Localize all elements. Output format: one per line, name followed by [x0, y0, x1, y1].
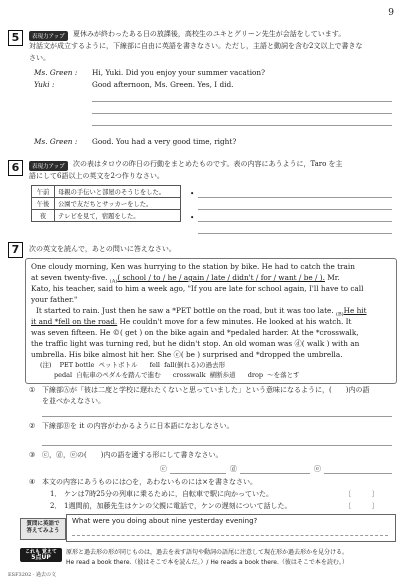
table-cell-time: 夜: [32, 210, 55, 222]
q5-line-2: Good afternoon, Ms. Green. Yes, I did.: [92, 80, 234, 89]
q5-speaker-2: Yuki :: [34, 80, 55, 89]
mark-a: (A): [109, 278, 118, 285]
note-meaning: ～を落とす: [267, 371, 300, 379]
q5-speaker-1: Ms. Green :: [34, 68, 78, 77]
five-points-up-badge: [20, 548, 62, 562]
q5-line-1: Hi, Yuki. Did you enjoy your summer vacation?: [92, 68, 266, 77]
q6-answer-line-3[interactable]: [198, 221, 392, 222]
passage-line-2-scramble: ( school / to / he / again / late / didn't / for / want / be / ).: [117, 273, 325, 282]
tip-line-1: 原形と過去形の形が同じものは，過去を表す語句や動詞の語尾に注意して現在形か過去形かを見分ける。: [66, 549, 349, 556]
q6-schedule-table: [31, 185, 181, 222]
sub-question-3-label-d: ⓓ: [230, 465, 237, 473]
q6-bullet-1: •: [190, 189, 195, 198]
sub-question-4-item-1-text: ケンは7時25分の列車に乗るために，自転車で駅に向かっていた。: [64, 490, 274, 498]
sub-question-4-text: 本文の内容にあうものには○を，あわないものには×を書きなさい。: [42, 478, 257, 486]
table-cell-activity: テレビを見て，宿題をした。: [55, 210, 181, 222]
sub-question-2-text: 下線部Ⓑを it の内容がわかるように日本語になおしなさい。: [42, 422, 234, 430]
table-cell-activity: 公園で友だちとサッカーをした。: [55, 198, 181, 210]
note-meaning: ペットボトル: [98, 361, 138, 369]
table-cell-time: 午後: [32, 198, 55, 210]
note-term: pedal: [54, 371, 73, 379]
sub-question-3-text: ⓒ，ⓓ，ⓔの( )内の語を適する形にして書きなさい。: [42, 451, 223, 459]
sub-question-1-text: 下線部Ⓐが「彼は二度と学校に遅れたくないと思っていました」という意味になるように，( )内の語: [42, 386, 370, 394]
table-row: [32, 198, 181, 210]
sub-question-4-item-2-number: 2．: [50, 502, 62, 510]
sub-question-4-item-2-text: 1週間前，加藤先生はケンの父親に電話で，ケンの遅刻について話した。: [64, 502, 292, 510]
sub-question-4-item-1-number: 1．: [50, 490, 62, 498]
q6-answer-line-1[interactable]: [198, 197, 392, 198]
english-answer-label-2: 答えてみよう: [26, 528, 60, 534]
passage-line-4: your father.": [31, 295, 78, 304]
passage-line-6-underlined: it and *fell on the road.: [31, 317, 118, 326]
question-7-number: 7: [8, 242, 23, 258]
note-term: crosswalk: [172, 371, 206, 379]
q5-speaker-3: Ms. Green :: [34, 137, 78, 146]
notes-label: (注): [40, 361, 52, 369]
passage-line-6: [31, 316, 352, 327]
q6-answer-line-4[interactable]: [198, 233, 392, 234]
q6-instruction-2: 語にして6語以上の英文を2つ作りなさい。: [29, 172, 164, 180]
sub-question-3-label-e: ⓔ: [314, 465, 321, 473]
sub-question-4-number: ④: [29, 478, 36, 486]
q5-instruction-3: さい。: [29, 54, 50, 62]
note-term: fell: [149, 361, 160, 369]
sub-question-2-number: ②: [29, 422, 36, 430]
q5-answer-line-1[interactable]: [92, 101, 392, 102]
english-answer-label-1: 質問に英語で: [26, 521, 60, 527]
passage-line-5-underlined: He hit: [343, 306, 367, 315]
footer-answer-line[interactable]: [72, 535, 388, 536]
note-term: drop: [247, 371, 264, 379]
passage-line-3: Kato, his teacher, said to him a week ago, "If you are late for school again, I'll have to call: [31, 284, 364, 293]
sub-question-3-answer-c[interactable]: [170, 473, 226, 474]
q6-skill-tag: 表現力アップ: [29, 161, 68, 171]
sub-question-1-number: ①: [29, 386, 36, 394]
passage-line-9: umbrella. His bike almost hit her. She ⓔ( be ) surprised and *dropped the umbrella.: [31, 350, 343, 359]
q6-answer-line-2[interactable]: [198, 209, 392, 210]
sub-question-3-number: ③: [29, 451, 36, 459]
tip-line-2: He read a book there.（彼はそこで本を読んだ。）/ He reads a book there.（彼はそこで本を読む。）: [66, 559, 348, 566]
passage-line-6b: He couldn't move for a few minutes. He looked at his watch. It: [119, 317, 352, 326]
sub-question-2-answer-line[interactable]: [42, 445, 392, 446]
note-meaning: 自転車のペダルを踏んで進む: [76, 371, 161, 379]
passage-line-2c: Mr.: [327, 273, 340, 282]
sub-question-1-answer-line[interactable]: [42, 416, 392, 417]
q6-bullet-2: •: [190, 213, 195, 222]
table-cell-activity: 母親の手伝いと部屋のそうじをした。: [55, 186, 181, 198]
sub-question-3-label-c: ⓒ: [160, 465, 167, 473]
badge-line-1: これも 覚えて: [25, 549, 57, 555]
q5-instruction-2: 対話文が成立するように，下線部に自由に英語を書きなさい。ただし，主語と動詞を含む2文以上で書きな: [29, 42, 363, 50]
notes-row-2: [54, 370, 300, 380]
page-number: 9: [388, 8, 394, 18]
q5-line-3: Good. You had a very good time, right?: [92, 137, 237, 146]
table-cell-time: 午前: [32, 186, 55, 198]
sub-question-4-item-2-bracket[interactable]: 〔 〕: [344, 502, 379, 510]
mark-b: (B): [336, 311, 344, 318]
sub-question-4-item-1-bracket[interactable]: 〔 〕: [344, 490, 379, 498]
q7-instruction: 次の英文を読んで，あとの問いに答えなさい。: [29, 245, 176, 253]
sub-question-1-text-b: を並べかえなさい。: [42, 397, 105, 405]
question-5-number: 5: [8, 30, 23, 46]
sub-question-3-answer-d[interactable]: [240, 473, 310, 474]
passage-line-8: the traffic light was turning red, but he didn't stop. An old woman was ⓓ( walk ) with an: [31, 339, 360, 348]
note-meaning: fall(倒れる)の過去形: [164, 361, 226, 369]
note-term: PET bottle: [59, 361, 95, 369]
passage-line-2a: at seven twenty-five.: [31, 273, 108, 282]
question-6-number: 6: [8, 160, 23, 176]
table-row: [32, 186, 181, 198]
table-row: [32, 210, 181, 222]
q5-instruction-1: 夏休みが終わったある日の放課後，高校生のユキとグリーン先生が会話をしています。: [73, 30, 346, 38]
sub-question-3-answer-e[interactable]: [324, 473, 392, 474]
notes-row-1: [40, 360, 225, 370]
badge-line-2: 5点UP: [31, 554, 51, 561]
passage-line-1: One cloudy morning, Ken was hurrying to the station by bike. He had to catch the train: [31, 262, 355, 271]
passage-line-7: was seven fifteen. He ©( get ) on the bike again and *pedaled harder. At the *crosswalk,: [31, 328, 359, 337]
passage-line-5a: It started to rain. Just then he saw a *PET bottle on the road, but it was too late.: [36, 306, 334, 315]
footer-question: What were you doing about nine yesterday evening?: [72, 517, 258, 525]
page-code: ESF3202 · 過去の文: [8, 572, 57, 578]
note-meaning: 横断歩道: [209, 371, 236, 379]
english-answer-label: [20, 518, 66, 540]
q5-answer-line-3[interactable]: [92, 125, 392, 126]
q5-skill-tag: 表現力アップ: [29, 31, 68, 41]
q6-instruction-1: 次の表はタロウの昨日の行動をまとめたものです。表の内容にあうように，Taro を主: [73, 160, 343, 168]
q5-answer-line-2[interactable]: [92, 113, 392, 114]
